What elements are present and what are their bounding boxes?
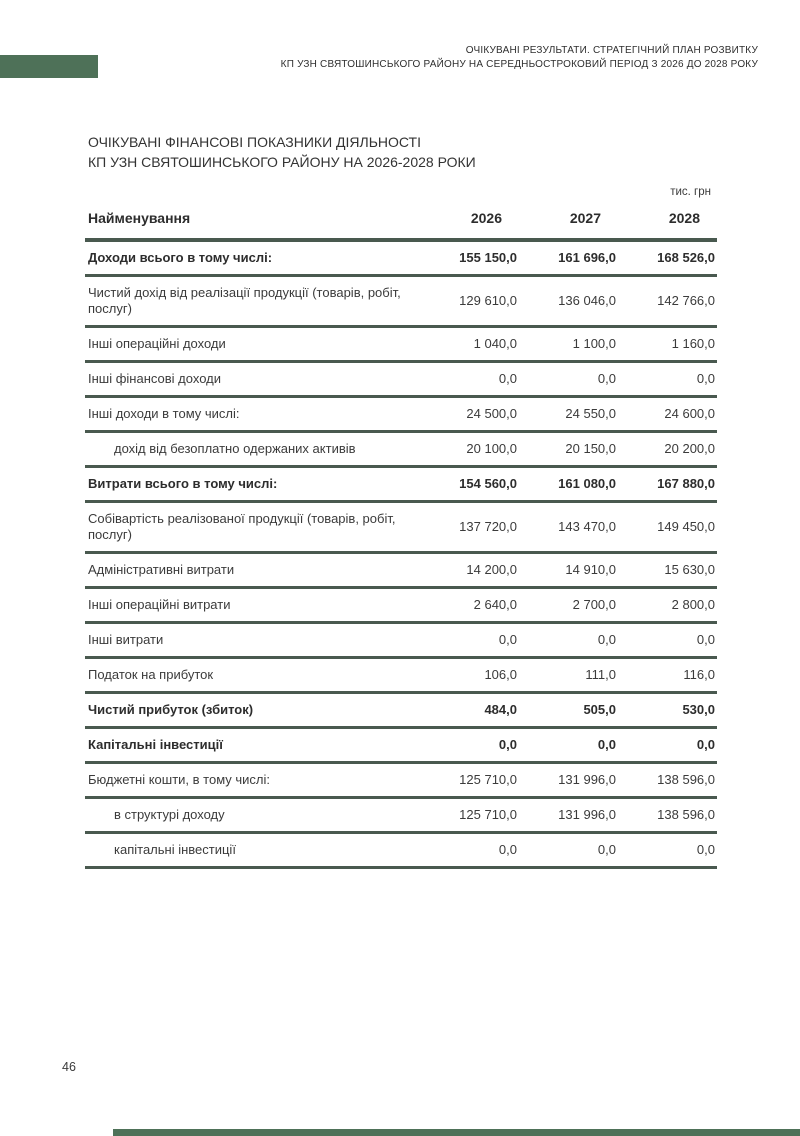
row-value: 131 996,0 xyxy=(519,763,618,798)
row-label: Податок на прибуток xyxy=(85,658,423,693)
table-row xyxy=(85,327,717,362)
table-row xyxy=(85,658,717,693)
row-value: 24 600,0 xyxy=(618,397,717,432)
table-row xyxy=(85,833,717,868)
column-header-2027: 2027 xyxy=(519,204,618,240)
row-value: 0,0 xyxy=(618,623,717,658)
table-header-row xyxy=(85,204,717,240)
row-value: 0,0 xyxy=(423,623,519,658)
row-value: 0,0 xyxy=(618,833,717,868)
row-value: 149 450,0 xyxy=(618,502,717,553)
footer-accent-bar xyxy=(113,1129,800,1136)
table-row xyxy=(85,588,717,623)
row-value: 24 500,0 xyxy=(423,397,519,432)
row-value: 116,0 xyxy=(618,658,717,693)
table-row xyxy=(85,502,717,553)
row-value: 138 596,0 xyxy=(618,763,717,798)
table-body xyxy=(85,240,717,868)
row-label: в структурі доходу xyxy=(85,798,423,833)
row-value: 505,0 xyxy=(519,693,618,728)
row-value: 24 550,0 xyxy=(519,397,618,432)
row-value: 106,0 xyxy=(423,658,519,693)
table-row xyxy=(85,432,717,467)
page-title-line2: КП УЗН СВЯТОШИНСЬКОГО РАЙОНУ НА 2026-2028 РОКИ xyxy=(88,154,476,170)
row-value: 1 100,0 xyxy=(519,327,618,362)
table-row xyxy=(85,397,717,432)
row-label: Інші витрати xyxy=(85,623,423,658)
table-row xyxy=(85,276,717,327)
column-header-name: Найменування xyxy=(85,204,423,240)
row-value: 20 200,0 xyxy=(618,432,717,467)
table-row xyxy=(85,693,717,728)
row-label: Адміністративні витрати xyxy=(85,553,423,588)
row-value: 530,0 xyxy=(618,693,717,728)
table-row xyxy=(85,623,717,658)
row-value: 484,0 xyxy=(423,693,519,728)
row-label: Доходи всього в тому числі: xyxy=(85,240,423,276)
row-value: 20 150,0 xyxy=(519,432,618,467)
row-value: 1 040,0 xyxy=(423,327,519,362)
table-row xyxy=(85,362,717,397)
row-value: 129 610,0 xyxy=(423,276,519,327)
header-accent-bar xyxy=(0,55,98,78)
row-value: 125 710,0 xyxy=(423,798,519,833)
row-label: Бюджетні кошти, в тому числі: xyxy=(85,763,423,798)
table-row xyxy=(85,240,717,276)
row-value: 131 996,0 xyxy=(519,798,618,833)
financial-table xyxy=(85,204,717,869)
row-value: 0,0 xyxy=(423,728,519,763)
row-value: 161 080,0 xyxy=(519,467,618,502)
row-value: 14 910,0 xyxy=(519,553,618,588)
row-value: 137 720,0 xyxy=(423,502,519,553)
row-value: 136 046,0 xyxy=(519,276,618,327)
row-value: 2 640,0 xyxy=(423,588,519,623)
row-value: 2 700,0 xyxy=(519,588,618,623)
column-header-2028: 2028 xyxy=(618,204,717,240)
row-label: Капітальні інвестиції xyxy=(85,728,423,763)
row-value: 0,0 xyxy=(618,728,717,763)
row-value: 20 100,0 xyxy=(423,432,519,467)
table-row xyxy=(85,553,717,588)
row-value: 161 696,0 xyxy=(519,240,618,276)
row-value: 168 526,0 xyxy=(618,240,717,276)
row-label: Інші операційні витрати xyxy=(85,588,423,623)
row-label: Чистий дохід від реалізації продукції (товарів, робіт, послуг) xyxy=(85,276,423,327)
row-label: капітальні інвестиції xyxy=(85,833,423,868)
row-value: 0,0 xyxy=(618,362,717,397)
row-label: Чистий прибуток (збиток) xyxy=(85,693,423,728)
unit-label: тис. грн xyxy=(670,186,711,198)
table-row xyxy=(85,728,717,763)
row-value: 2 800,0 xyxy=(618,588,717,623)
row-value: 142 766,0 xyxy=(618,276,717,327)
row-value: 0,0 xyxy=(519,623,618,658)
row-label: Інші фінансові доходи xyxy=(85,362,423,397)
row-label: Витрати всього в тому числі: xyxy=(85,467,423,502)
row-value: 1 160,0 xyxy=(618,327,717,362)
row-label: Інші доходи в тому числі: xyxy=(85,397,423,432)
page-title-line1: ОЧІКУВАНІ ФІНАНСОВІ ПОКАЗНИКИ ДІЯЛЬНОСТІ xyxy=(88,134,421,150)
page-title xyxy=(88,132,717,172)
row-value: 155 150,0 xyxy=(423,240,519,276)
row-label: дохід від безоплатно одержаних активів xyxy=(85,432,423,467)
column-header-2026: 2026 xyxy=(423,204,519,240)
row-label: Інші операційні доходи xyxy=(85,327,423,362)
row-value: 143 470,0 xyxy=(519,502,618,553)
running-head-line2: КП УЗН СВЯТОШИНСЬКОГО РАЙОНУ НА СЕРЕДНЬОСТРОКОВИЙ ПЕРІОД З 2026 ДО 2028 РОКУ xyxy=(280,59,758,70)
running-head-line1: ОЧІКУВАНІ РЕЗУЛЬТАТИ. СТРАТЕГІЧНИЙ ПЛАН РОЗВИТКУ xyxy=(465,45,758,56)
table-row xyxy=(85,467,717,502)
row-value: 154 560,0 xyxy=(423,467,519,502)
row-value: 138 596,0 xyxy=(618,798,717,833)
row-value: 0,0 xyxy=(423,833,519,868)
row-value: 0,0 xyxy=(519,362,618,397)
row-value: 125 710,0 xyxy=(423,763,519,798)
table-row xyxy=(85,763,717,798)
row-value: 0,0 xyxy=(423,362,519,397)
row-value: 0,0 xyxy=(519,728,618,763)
row-value: 0,0 xyxy=(519,833,618,868)
row-label: Собівартість реалізованої продукції (товарів, робіт, послуг) xyxy=(85,502,423,553)
row-value: 111,0 xyxy=(519,658,618,693)
content-area xyxy=(85,132,717,869)
row-value: 14 200,0 xyxy=(423,553,519,588)
table-row xyxy=(85,798,717,833)
running-head xyxy=(281,44,758,72)
page-number: 46 xyxy=(62,1060,76,1074)
row-value: 167 880,0 xyxy=(618,467,717,502)
row-value: 15 630,0 xyxy=(618,553,717,588)
